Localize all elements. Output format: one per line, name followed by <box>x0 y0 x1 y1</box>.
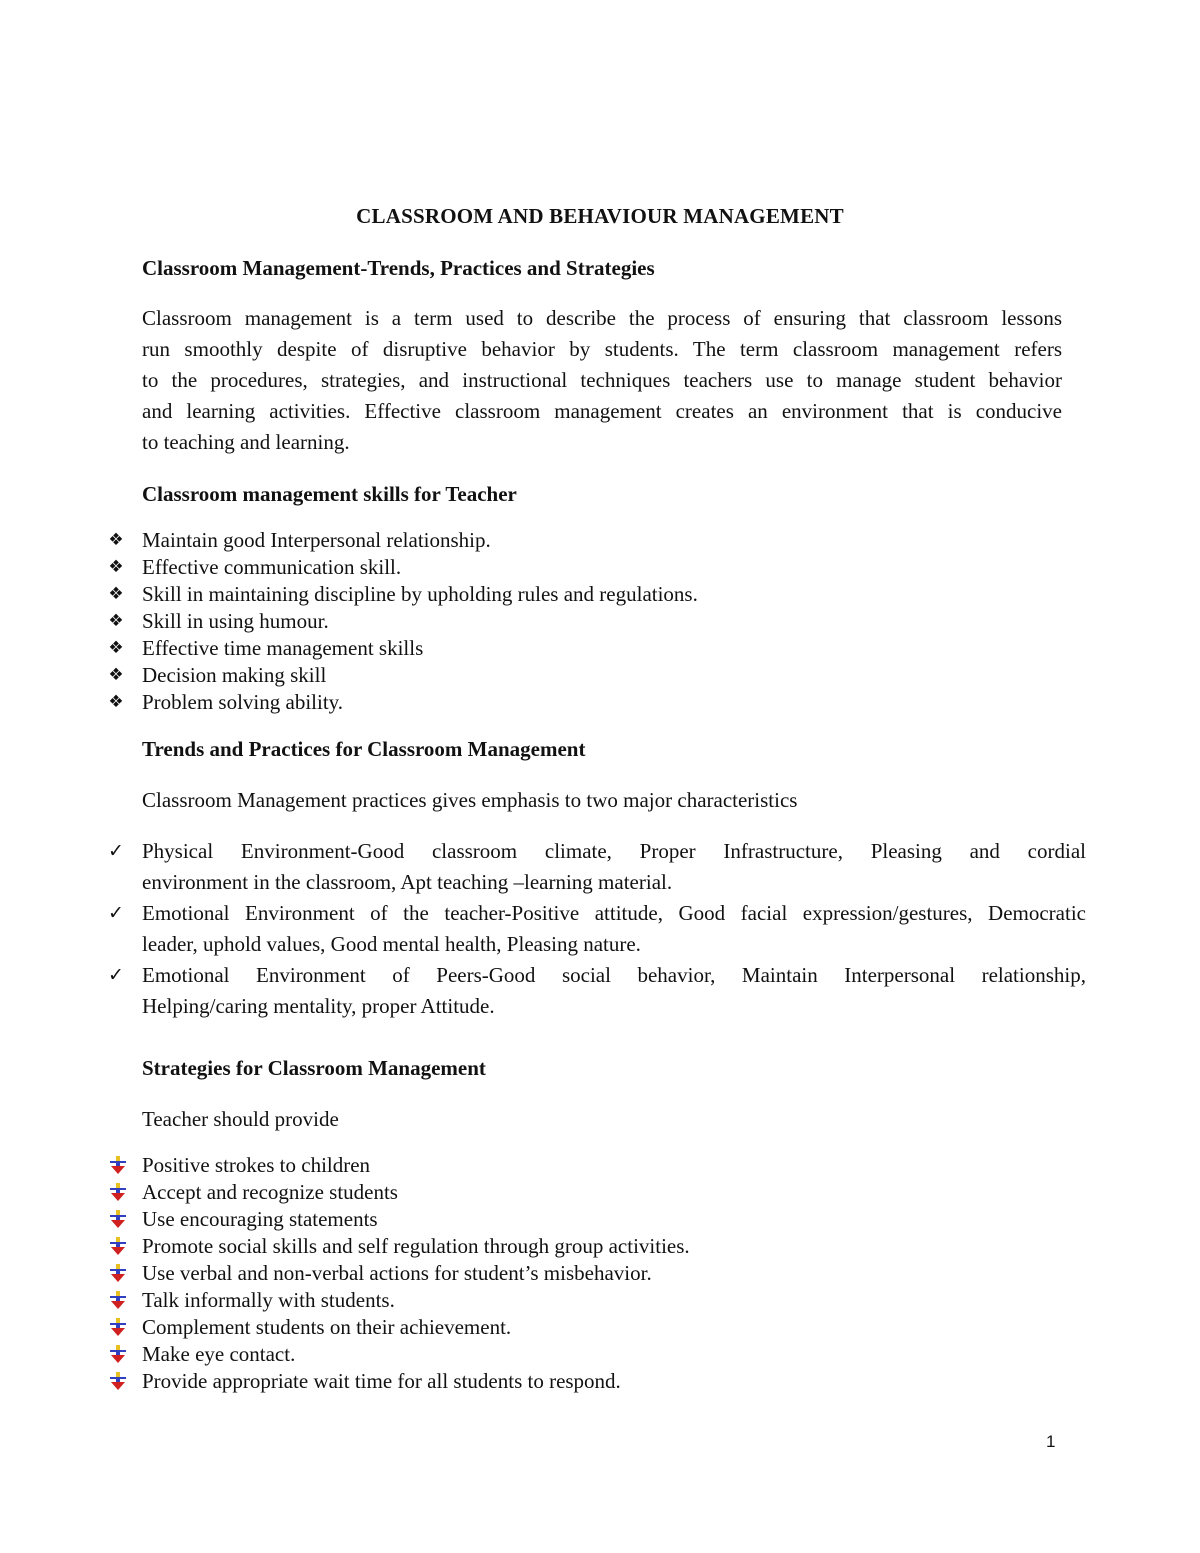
list-item-text: Effective communication skill. <box>142 555 402 579</box>
list-item <box>104 1287 690 1314</box>
list-item-text: Skill in maintaining discipline by upholding rules and regulations. <box>142 582 698 606</box>
paragraph-line: Classroom management is a term used to describe the process of ensuring that classroom lessons <box>142 306 1062 330</box>
list-item <box>104 960 1086 1022</box>
down-arrow-bullet-icon <box>108 1318 128 1336</box>
list-item <box>104 608 698 635</box>
down-arrow-bullet-icon <box>108 1210 128 1228</box>
down-arrow-bullet-icon <box>108 1372 128 1390</box>
list-item-text: Problem solving ability. <box>142 690 344 714</box>
list-item-text: Use encouraging statements <box>142 1207 378 1231</box>
diamond-bullet-icon: ❖ <box>108 638 124 658</box>
diamond-bullet-icon: ❖ <box>108 530 124 550</box>
list-item-text: Accept and recognize students <box>142 1180 398 1204</box>
list-item-text: Skill in using humour. <box>142 609 329 633</box>
list-item <box>104 635 698 662</box>
list-item-line: Physical Environment-Good classroom climate, Proper Infrastructure, Pleasing and cordial <box>142 839 1086 863</box>
checkmark-icon: ✓ <box>108 964 124 986</box>
section-heading-trends-practices: Trends and Practices for Classroom Management <box>142 737 586 761</box>
list-item <box>104 1152 690 1179</box>
list-item-text: Positive strokes to children <box>142 1153 371 1177</box>
list-item <box>104 1260 690 1287</box>
list-item <box>104 689 698 716</box>
strategies-list <box>104 1152 690 1395</box>
section-heading-skills: Classroom management skills for Teacher <box>142 482 517 506</box>
list-item <box>104 581 698 608</box>
list-item <box>104 527 698 554</box>
section-heading-trends-practices-strategies: Classroom Management-Trends, Practices and Strategies <box>142 256 655 280</box>
document-title: CLASSROOM AND BEHAVIOUR MANAGEMENT <box>356 204 844 228</box>
paragraph-line: to the procedures, strategies, and instructional techniques teachers use to manage student behavior <box>142 368 1062 392</box>
list-item-text: Maintain good Interpersonal relationship. <box>142 528 491 552</box>
list-item-text: Provide appropriate wait time for all students to respond. <box>142 1369 621 1393</box>
section-heading-strategies: Strategies for Classroom Management <box>142 1056 486 1080</box>
strategies-intro-text: Teacher should provide <box>142 1107 339 1131</box>
list-item-line: leader, uphold values, Good mental health, Pleasing nature. <box>142 932 641 956</box>
page-number: 1 <box>1046 1432 1056 1451</box>
list-item <box>104 1341 690 1368</box>
trends-intro-text: Classroom Management practices gives emphasis to two major characteristics <box>142 788 798 812</box>
list-item <box>104 1206 690 1233</box>
list-item-line: environment in the classroom, Apt teaching –learning material. <box>142 870 673 894</box>
list-item <box>104 898 1086 960</box>
list-item <box>104 836 1086 898</box>
list-item-text: Decision making skill <box>142 663 327 687</box>
list-item-text: Complement students on their achievement. <box>142 1315 512 1339</box>
down-arrow-bullet-icon <box>108 1291 128 1309</box>
list-item <box>104 662 698 689</box>
diamond-bullet-icon: ❖ <box>108 692 124 712</box>
list-item <box>104 1368 690 1395</box>
list-item-line: Helping/caring mentality, proper Attitude. <box>142 994 495 1018</box>
list-item-text: Effective time management skills <box>142 636 424 660</box>
diamond-bullet-icon: ❖ <box>108 611 124 631</box>
paragraph-line: to teaching and learning. <box>142 430 350 454</box>
down-arrow-bullet-icon <box>108 1264 128 1282</box>
paragraph-line: run smoothly despite of disruptive behavior by students. The term classroom management refers <box>142 337 1062 361</box>
list-item-text: Talk informally with students. <box>142 1288 395 1312</box>
list-item-line: Emotional Environment of the teacher-Positive attitude, Good facial expression/gestures, Democratic <box>142 901 1086 925</box>
intro-paragraph <box>142 303 1062 458</box>
down-arrow-bullet-icon <box>108 1237 128 1255</box>
list-item-line: Emotional Environment of Peers-Good social behavior, Maintain Interpersonal relationship, <box>142 963 1086 987</box>
checkmark-icon: ✓ <box>108 902 124 924</box>
down-arrow-bullet-icon <box>108 1345 128 1363</box>
list-item <box>104 1233 690 1260</box>
list-item <box>104 1314 690 1341</box>
paragraph-line: and learning activities. Effective classroom management creates an environment that is conducive <box>142 399 1062 423</box>
down-arrow-bullet-icon <box>108 1183 128 1201</box>
list-item <box>104 1179 690 1206</box>
checkmark-icon: ✓ <box>108 840 124 862</box>
skills-list <box>104 527 698 716</box>
list-item <box>104 554 698 581</box>
list-item-text: Use verbal and non-verbal actions for student’s misbehavior. <box>142 1261 652 1285</box>
list-item-text: Promote social skills and self regulation through group activities. <box>142 1234 690 1258</box>
diamond-bullet-icon: ❖ <box>108 584 124 604</box>
diamond-bullet-icon: ❖ <box>108 665 124 685</box>
characteristics-list <box>104 836 1086 1022</box>
diamond-bullet-icon: ❖ <box>108 557 124 577</box>
down-arrow-bullet-icon <box>108 1156 128 1174</box>
list-item-text: Make eye contact. <box>142 1342 296 1366</box>
